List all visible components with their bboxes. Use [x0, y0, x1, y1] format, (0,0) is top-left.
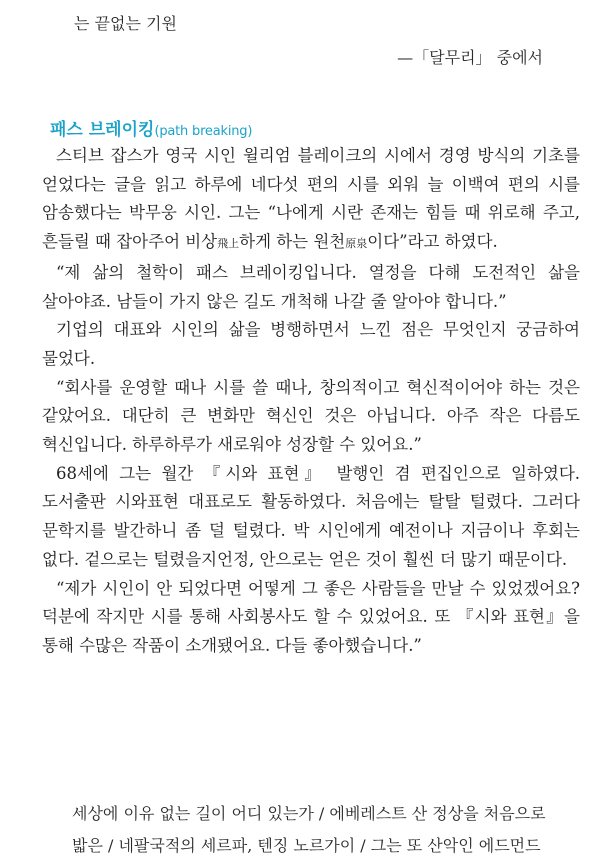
poem-fragment-line: 는 끝없는 기원 [74, 14, 177, 33]
article-body [42, 142, 580, 661]
hanja-annotation: 飛上 [217, 237, 240, 251]
poem-attribution: —「달무리」 중에서 [397, 48, 543, 67]
paragraph-text: 스티브 잡스가 영국 시인 윌리엄 블레이크의 시에서 경영 방식의 기초를 얻었다는 글을 읽고 하루에 네다섯 편의 시를 외워 늘 이백여 편의 시를 암송했다는 박무웅 시인. 그는 “나에게 시란 존재는 힘들 때 위로해 주고, 흔들릴 때 잡아주어 비상 [42, 146, 580, 252]
section-heading [50, 119, 252, 143]
paragraph: 기업의 대표와 시인의 삶을 병행하면서 느낀 점은 무엇인지 궁금하여 물었다. [42, 320, 580, 368]
section-heading-korean: 패스 브레이킹 [50, 120, 155, 140]
paragraph: 68세에 그는 월간 『시와 표현』 발행인 겸 편집인으로 일하였다. 도서출판 시와표현 대표로도 활동하였다. 처음에는 탈탈 털렸다. 그러다 문학지를 발간하니 좀 덜 털렸다. 박 시인에게 예전이나 지금이나 후회는 없다. 겉으로는 털렸을지언정, 안으로는 얻은 것이 훨씬 더 많기 때문이다. [42, 463, 580, 569]
poem-line: 세상에 이유 없는 길이 어디 있는가 / 에베레스트 산 정상을 처음으로 [72, 804, 546, 823]
poem-excerpt [72, 798, 582, 862]
hanja-annotation: 原泉 [345, 237, 368, 251]
paragraph [42, 142, 580, 259]
paragraph-text: 하게 하는 원천 [239, 232, 346, 252]
paragraph: “회사를 운영할 때나 시를 쓸 때나, 창의적이고 혁신적이어야 하는 것은 같았어요. 대단히 큰 변화만 혁신인 것은 아닙니다. 아주 작은 다름도 혁신입니다. 하루하루가 새로워야 성장할 수 있어요.” [42, 377, 580, 455]
section-heading-english: (path breaking) [154, 124, 253, 139]
paragraph: “제가 시인이 안 되었다면 어떻게 그 좋은 사람들을 만날 수 있었겠어요? 덕분에 작지만 시를 통해 사회봉사도 할 수 있었어요. 또 『시와 표현』을 통해 수많은 작품이 소개됐어요. 다들 좋아했습니다.” [42, 578, 580, 655]
paragraph-text: 이다”라고 하였다. [367, 232, 498, 252]
paragraph: “제 삶의 철학이 패스 브레이킹입니다. 열정을 다해 도전적인 삶을 살아야죠. 남들이 가지 않은 길도 개척해 나갈 줄 알아야 합니다.” [42, 262, 580, 311]
poem-line: 밟은 / 네팔국적의 세르파, 텐징 노르가이 / 그는 또 산악인 에드먼드 [72, 836, 541, 855]
